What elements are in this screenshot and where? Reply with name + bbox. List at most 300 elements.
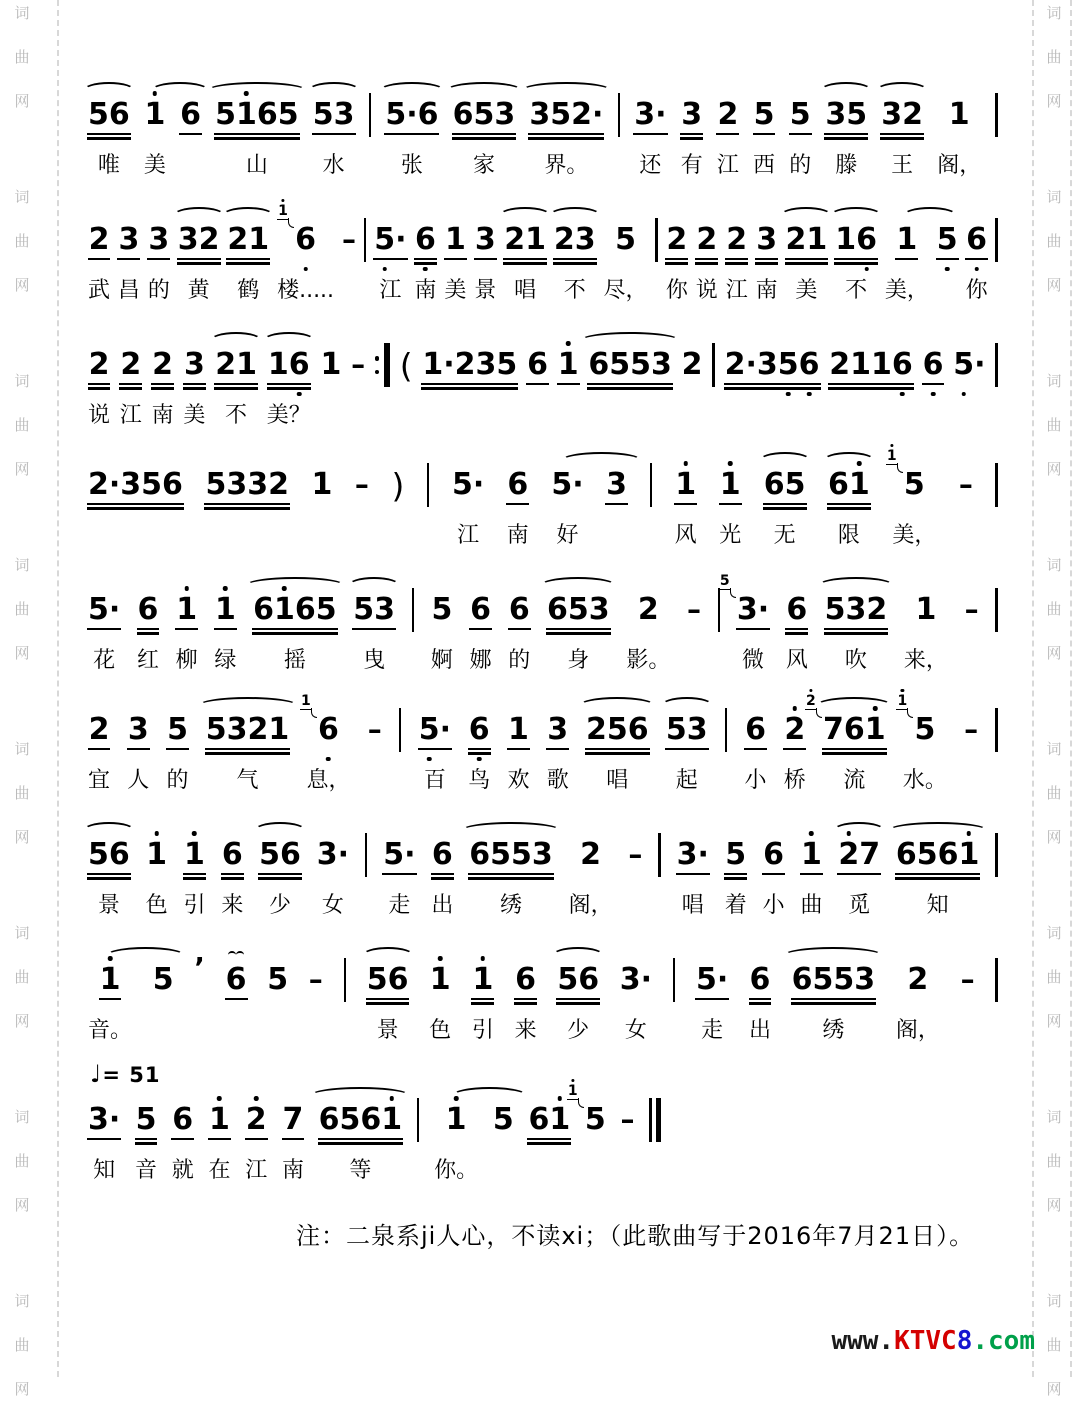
- dash-extension: –: [964, 713, 979, 746]
- barline: [655, 218, 658, 262]
- lyric-syllable: 的: [147, 278, 170, 303]
- slur: [833, 822, 885, 839]
- lyric-syllable: 景: [376, 1018, 399, 1043]
- note-token: 2 南: [151, 347, 174, 428]
- score-system: [88, 93, 998, 179]
- site-watermark-num: 8: [956, 1326, 973, 1356]
- lyric-syllable: 不: [563, 278, 586, 303]
- note-token: 1·235: [422, 343, 517, 387]
- watermark-char: 曲: [1046, 48, 1062, 66]
- watermark-char: 词: [1046, 924, 1062, 942]
- note-token: 1 你。: [434, 1098, 478, 1184]
- slur: [579, 697, 655, 714]
- note-token: 653 家: [453, 93, 516, 179]
- grace-note: 1: [567, 1083, 578, 1099]
- slur: [888, 822, 988, 839]
- note-token: 352· 界。: [529, 93, 603, 179]
- note-token: 6561 等: [319, 1098, 403, 1184]
- barline: [725, 708, 728, 752]
- note-token: 61 限: [828, 463, 870, 549]
- dash-extension: –: [687, 593, 702, 626]
- note-token: 6 你: [965, 222, 988, 303]
- lyric-syllable: 知: [926, 893, 949, 918]
- lyric-syllable: 起: [675, 768, 698, 793]
- note-token: 6: [180, 93, 201, 137]
- note-token: 2 江: [245, 1102, 268, 1183]
- lyric-syllable: 不: [225, 403, 248, 428]
- note-token: 6 出: [431, 837, 454, 918]
- slur: [348, 577, 400, 594]
- lyric-syllable: 女: [624, 1018, 647, 1043]
- note-token: 5: [152, 962, 174, 997]
- slur: [83, 82, 135, 99]
- slur: [310, 1087, 410, 1104]
- lyric-syllable: 美？: [266, 403, 311, 428]
- lyric-syllable: 美，: [884, 278, 929, 303]
- lyric-syllable: 绣: [822, 1018, 845, 1043]
- lyric-syllable: 有: [680, 153, 703, 178]
- barline: [718, 588, 721, 632]
- slur: [759, 452, 811, 469]
- slur: [245, 577, 345, 594]
- watermark-char: 曲: [14, 416, 30, 434]
- watermark-char: 词: [1046, 4, 1062, 22]
- watermark-char: 网: [14, 1012, 30, 1030]
- note-token: 2116: [829, 343, 913, 387]
- watermark-char: 曲: [14, 232, 30, 250]
- lyric-syllable: 知: [93, 1158, 116, 1183]
- lyric-syllable: 的: [166, 768, 189, 793]
- note-token: 1 色: [145, 837, 168, 918]
- lyric-syllable: 风: [785, 648, 808, 673]
- note-token: 21 唱: [504, 218, 546, 304]
- watermark-group: [1046, 926, 1061, 1058]
- lyric-syllable: 音。: [88, 1018, 133, 1043]
- note-token: 5· 好: [551, 463, 583, 549]
- grace-note: 5: [719, 573, 730, 589]
- watermark-char: 网: [1046, 644, 1062, 662]
- barline: [344, 958, 347, 1002]
- note-token: 53 曳: [353, 588, 395, 674]
- note-token: 53 起: [666, 708, 708, 794]
- slur: [818, 577, 894, 594]
- note-token: 2·356: [725, 343, 820, 387]
- lyric-syllable: 色: [145, 893, 168, 918]
- lyric-syllable: 影。: [626, 648, 671, 673]
- lyric-syllable: 王: [891, 153, 914, 178]
- lyric-syllable: 来，: [903, 648, 948, 673]
- note-token: 1: [311, 467, 333, 502]
- watermark-group: [14, 1110, 29, 1242]
- note-token: 53 水: [313, 93, 355, 179]
- barline: [658, 833, 661, 877]
- note-token: 6: [923, 343, 944, 387]
- note-token: 65 无: [764, 463, 806, 549]
- note-token: 6 红: [136, 592, 159, 673]
- lyric-syllable: 滕: [835, 153, 858, 178]
- lyric-syllable: 唱: [681, 893, 704, 918]
- slur: [173, 207, 225, 224]
- note-token: 2 江: [725, 222, 748, 303]
- note-token: 1 6 楼.....: [277, 203, 335, 303]
- dash-extension: –: [958, 468, 973, 501]
- watermark-char: 网: [14, 828, 30, 846]
- note-token: 5 的: [789, 97, 812, 178]
- watermark-char: 网: [1046, 460, 1062, 478]
- note-token: 3 歌: [546, 712, 569, 793]
- barline: [712, 343, 715, 387]
- dash-extension: –: [341, 223, 356, 256]
- site-watermark: [831, 1326, 1035, 1356]
- lyric-syllable: 在: [208, 1158, 231, 1183]
- watermark-char: 网: [1046, 276, 1062, 294]
- slur: [820, 82, 872, 99]
- left-dashed-border: [57, 0, 59, 1377]
- lyric-syllable: 好: [556, 523, 579, 548]
- final-barline: [649, 1098, 661, 1142]
- watermark-char: 词: [14, 1292, 30, 1310]
- lyric-syllable: 说: [695, 278, 718, 303]
- tempo-mark: [90, 1060, 160, 1088]
- note-token: 6 小: [762, 837, 785, 918]
- note-token: 5 音: [135, 1102, 158, 1183]
- note-token: 6 风: [785, 592, 808, 673]
- lyric-syllable: 还: [639, 153, 662, 178]
- watermark-char: 网: [1046, 92, 1062, 110]
- lyric-syllable: 曳: [363, 648, 386, 673]
- lyric-syllable: 出: [431, 893, 454, 918]
- lyric-syllable: 水: [322, 153, 345, 178]
- lyric-syllable: 昌: [117, 278, 140, 303]
- lyric-syllable: 光: [719, 523, 742, 548]
- note-token: 1 曲: [800, 837, 823, 918]
- lyric-syllable: 黄: [187, 278, 210, 303]
- lyric-syllable: 走: [388, 893, 411, 918]
- note-token: 5 着: [724, 837, 747, 918]
- note-token: 32 黄: [178, 218, 220, 304]
- dash-extension: –: [354, 468, 369, 501]
- lyric-syllable: 美，: [892, 523, 937, 548]
- watermark-char: 词: [1046, 372, 1062, 390]
- lyric-syllable: 你: [665, 278, 688, 303]
- barline: [412, 588, 415, 632]
- watermark-group: [14, 742, 29, 874]
- score-system: [88, 203, 998, 304]
- note-token: 2: [681, 347, 703, 382]
- watermark-char: 曲: [14, 600, 30, 618]
- watermark-char: 词: [14, 924, 30, 942]
- slur: [561, 452, 642, 469]
- watermark-char: 曲: [14, 1336, 30, 1354]
- lyric-syllable: 南: [414, 278, 437, 303]
- note-token: 1 美: [444, 222, 467, 303]
- lyric-syllable: 江: [379, 278, 402, 303]
- grace-note: 1: [897, 693, 908, 709]
- lyric-syllable: 风: [674, 523, 697, 548]
- note-token: 6 南: [506, 467, 529, 548]
- note-token: 2 江: [716, 97, 739, 178]
- lyric-syllable: 等: [349, 1158, 372, 1183]
- lyric-syllable: 绿: [214, 648, 237, 673]
- dash-extension: –: [628, 838, 643, 871]
- barline: [650, 463, 653, 507]
- lyric-syllable: 小: [762, 893, 785, 918]
- lyric-syllable: 息，: [306, 768, 351, 793]
- lyric-syllable: 红: [136, 648, 159, 673]
- slur: [222, 207, 274, 224]
- note-token: 6561 知: [896, 833, 980, 919]
- dash-extension: –: [351, 348, 366, 381]
- score-system: [88, 951, 998, 1044]
- note-token: 5 西: [753, 97, 776, 178]
- watermark-group: [14, 558, 29, 690]
- repeat-barline: [375, 343, 390, 387]
- lyric-syllable: 柳: [175, 648, 198, 673]
- note-token: 27 觅: [838, 833, 880, 919]
- lyric-syllable: 唱: [606, 768, 629, 793]
- lyric-syllable: 南: [151, 403, 174, 428]
- watermark-char: 词: [1046, 1108, 1062, 1126]
- lyric-syllable: 引: [183, 893, 206, 918]
- score-system: [88, 573, 998, 674]
- lyric-syllable: 宜: [88, 768, 111, 793]
- watermark-char: 曲: [1046, 416, 1062, 434]
- note-token: 2 江: [119, 347, 142, 428]
- note-token: 6 南: [414, 222, 437, 303]
- note-token: 1 音。: [88, 958, 132, 1044]
- lyric-syllable: 鸟: [468, 768, 491, 793]
- note-token: 6 出: [748, 962, 771, 1043]
- slur: [308, 82, 360, 99]
- note-token: 1 在: [208, 1102, 231, 1183]
- lyric-syllable: 桥: [783, 768, 806, 793]
- dash-extension: –: [620, 1103, 635, 1136]
- lyric-syllable: 楼.....: [277, 278, 335, 303]
- parenthesis: ): [391, 465, 405, 505]
- watermark-char: 词: [14, 1108, 30, 1126]
- note-token: 6 来: [514, 962, 537, 1043]
- note-token: 2 宜: [88, 712, 111, 793]
- watermark-char: 曲: [1046, 1152, 1062, 1170]
- lyric-syllable: 女: [321, 893, 344, 918]
- lyric-syllable: 的: [789, 153, 812, 178]
- note-token: 32 王: [881, 93, 923, 179]
- site-watermark-name: KTVC: [894, 1326, 957, 1356]
- lyric-syllable: 来: [221, 893, 244, 918]
- dash-extension: –: [960, 963, 975, 996]
- slur: [823, 452, 875, 469]
- note-token: 3· 还: [634, 97, 667, 178]
- slur: [816, 697, 892, 714]
- lyric-syllable: 娜: [469, 648, 492, 673]
- lyric-syllable: 水。: [902, 768, 947, 793]
- slur: [362, 947, 414, 964]
- lyric-syllable: 西: [753, 153, 776, 178]
- watermark-char: 词: [1046, 556, 1062, 574]
- slur: [540, 577, 616, 594]
- slur: [830, 207, 882, 224]
- note-token: 1 美，: [885, 218, 929, 304]
- note-token: 21 美: [786, 218, 828, 304]
- watermark-char: 网: [14, 1196, 30, 1214]
- note-token: 1 5 美，: [886, 448, 937, 548]
- lyric-syllable: 花: [93, 648, 116, 673]
- lyric-syllable: 说: [88, 403, 111, 428]
- side-watermark-left: [12, 4, 32, 1398]
- watermark-char: 词: [1046, 188, 1062, 206]
- score-system: [88, 448, 998, 549]
- lyric-syllable: 觅: [848, 893, 871, 918]
- footer-note: 注：二泉系ji人心，不读xi；（此歌曲写于2016年7月21日）。: [296, 1222, 975, 1250]
- note-token: 5321 气: [206, 708, 290, 794]
- note-token: 1 美: [144, 93, 166, 179]
- watermark-char: 网: [14, 276, 30, 294]
- watermark-group: [14, 190, 29, 322]
- note-token: 532 吹: [825, 588, 888, 674]
- barline: [427, 463, 430, 507]
- note-token: 16 美？: [267, 343, 311, 429]
- lyric-syllable: 无: [773, 523, 796, 548]
- note-token: 2 阁，: [895, 962, 940, 1043]
- barline: [399, 708, 402, 752]
- watermark-group: [1046, 742, 1061, 874]
- slur: [783, 947, 883, 964]
- slur: [580, 332, 680, 349]
- watermark-group: [14, 6, 29, 138]
- note-token: 56 唯: [88, 93, 130, 179]
- watermark-group: [1046, 1110, 1061, 1242]
- note-token: 3 人: [127, 712, 150, 793]
- site-watermark-www: www.: [831, 1326, 895, 1356]
- lyric-syllable: 音: [135, 1158, 158, 1183]
- note-token: 1 绿: [214, 592, 237, 673]
- lyric-syllable: 引: [471, 1018, 494, 1043]
- note-token: 1 色: [429, 962, 452, 1043]
- grace-note: 1: [278, 203, 288, 219]
- lyric-syllable: 南: [755, 278, 778, 303]
- slur: [876, 82, 928, 99]
- lyric-syllable: 南: [281, 1158, 304, 1183]
- lyric-syllable: 武: [88, 278, 111, 303]
- watermark-group: [1046, 558, 1061, 690]
- slur: [549, 207, 601, 224]
- watermark-char: 词: [1046, 740, 1062, 758]
- note-token: 2 说: [88, 347, 111, 428]
- lyric-syllable: 婀: [430, 648, 453, 673]
- barline: [369, 93, 372, 137]
- note-token: 1 柳: [175, 592, 198, 673]
- note-token: 6553 绣: [792, 958, 876, 1044]
- note-token: 5 尽，: [603, 222, 648, 303]
- note-token: 2 阁，: [568, 837, 613, 918]
- note-token: 21 不: [215, 343, 257, 429]
- note-token: 1 阁，: [937, 97, 982, 178]
- watermark-char: 网: [1046, 1012, 1062, 1030]
- lyric-syllable: 曲: [800, 893, 823, 918]
- watermark-char: 曲: [1046, 1336, 1062, 1354]
- note-token: 5: [937, 218, 958, 262]
- lyric-syllable: 少: [269, 893, 292, 918]
- note-token: 1 风: [674, 467, 697, 548]
- lyric-syllable: 景: [97, 893, 120, 918]
- note-token: 6: [226, 958, 247, 1002]
- barline: [995, 343, 998, 387]
- lyric-syllable: 绣: [499, 893, 522, 918]
- lyric-syllable: 唱: [514, 278, 537, 303]
- lyric-syllable: 江: [245, 1158, 268, 1183]
- note-token: 21 鹤: [227, 218, 269, 304]
- watermark-char: 词: [14, 372, 30, 390]
- lyric-syllable: 走: [701, 1018, 724, 1043]
- watermark-group: [1046, 374, 1061, 506]
- note-token: 256 唱: [586, 708, 649, 794]
- note-token: 3· 唱: [676, 837, 709, 918]
- watermark-group: [1046, 1294, 1061, 1426]
- watermark-char: 词: [14, 740, 30, 758]
- note-token: 5· 走: [383, 837, 416, 918]
- lyric-syllable: 小: [744, 768, 767, 793]
- watermark-char: 曲: [14, 968, 30, 986]
- note-token: 5·: [953, 347, 986, 382]
- note-token: 2 武: [88, 222, 111, 303]
- watermark-group: [14, 1294, 29, 1426]
- note-token: 2 761 流: [823, 708, 886, 794]
- score: [88, 0, 998, 1377]
- quarter-note-icon: ♩: [90, 1060, 103, 1088]
- lyric-syllable: 美: [143, 153, 166, 178]
- lyric-syllable: 来: [514, 1018, 537, 1043]
- barline: [365, 833, 368, 877]
- score-system: [88, 833, 998, 919]
- note-token: 1 欢: [507, 712, 530, 793]
- lyric-syllable: 界。: [544, 153, 589, 178]
- note-token: 61: [528, 1098, 570, 1142]
- watermark-char: 词: [14, 188, 30, 206]
- note-token: 56 少: [259, 833, 301, 919]
- note-token: 6 小: [744, 712, 767, 793]
- tempo-value: = 51: [102, 1063, 161, 1087]
- note-token: 16 不: [835, 218, 877, 304]
- note-token: 6553: [588, 343, 672, 387]
- lyric-syllable: 景: [474, 278, 497, 303]
- slur: [83, 822, 135, 839]
- watermark-char: 曲: [1046, 600, 1062, 618]
- lyric-syllable: 人: [127, 768, 150, 793]
- note-token: 6 就: [171, 1102, 194, 1183]
- lyric-syllable: 着: [724, 893, 747, 918]
- lyric-syllable: 歌: [546, 768, 569, 793]
- note-token: 653 身: [547, 588, 610, 674]
- grace-note: 1: [886, 448, 897, 464]
- note-token: 6 鸟: [468, 712, 491, 793]
- dash-extension: –: [308, 963, 323, 996]
- slur: [263, 332, 315, 349]
- lyric-syllable: 摇: [283, 648, 306, 673]
- note-token: 1 5: [567, 1083, 606, 1137]
- note-token: 5· 花: [88, 592, 121, 673]
- watermark-char: 曲: [14, 1152, 30, 1170]
- note-token: 5· 百: [418, 712, 451, 793]
- lyric-syllable: 欢: [507, 768, 530, 793]
- watermark-group: [14, 926, 29, 1058]
- slur: [452, 1087, 527, 1104]
- note-token: 35 滕: [825, 93, 867, 179]
- note-token: 2·356: [88, 463, 183, 507]
- watermark-char: 词: [14, 4, 30, 22]
- lyric-syllable: 身: [567, 648, 590, 673]
- note-token: 1 引: [471, 962, 494, 1043]
- slur: [207, 82, 307, 99]
